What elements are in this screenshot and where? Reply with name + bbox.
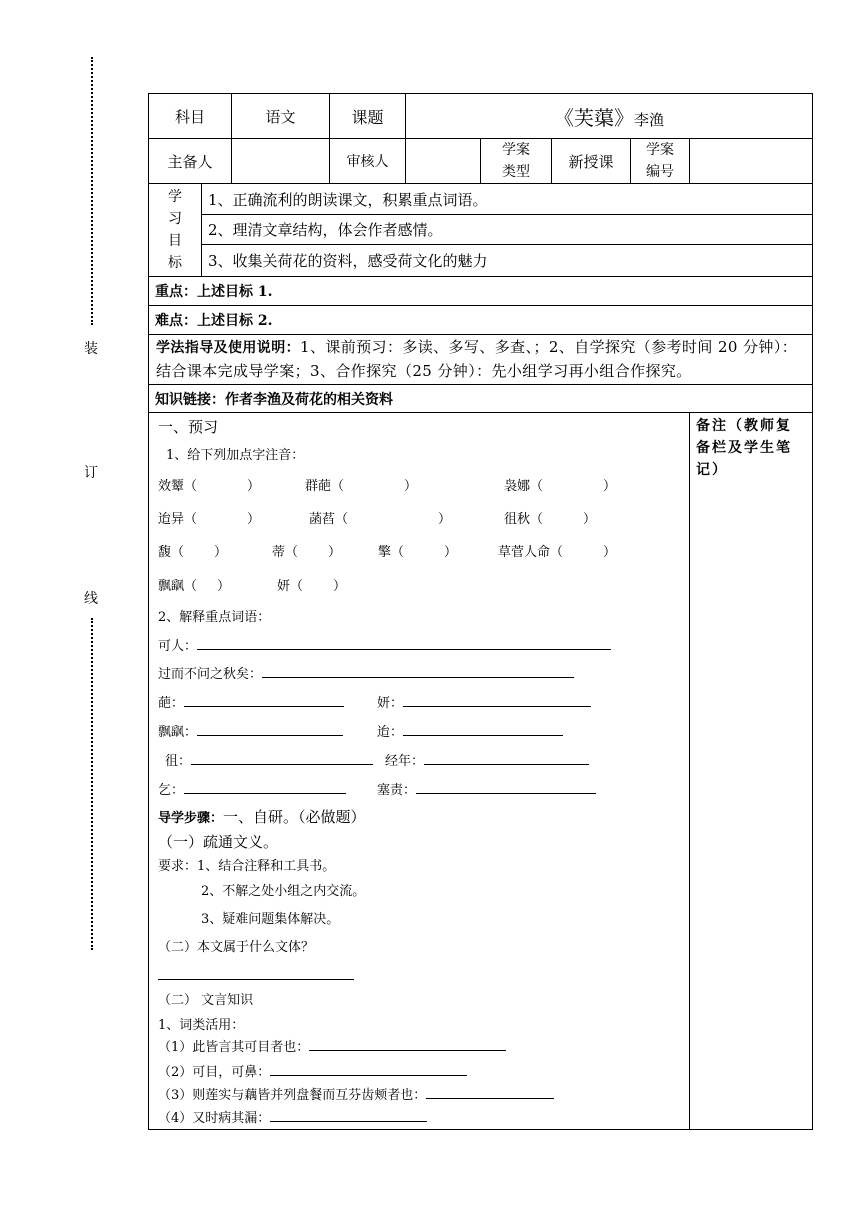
phonetic-item: 擎（ ） (378, 545, 458, 560)
preview-title: 一、预习 (158, 418, 219, 436)
item-4: （4）又时病其漏： (158, 1107, 427, 1126)
steps-text: 一、自研。（必做题） (223, 808, 366, 826)
phonetic-item: 蒂（ ） (272, 545, 342, 560)
plan-type-label: 学案类型 (481, 139, 552, 184)
goal-item-2: 2、理清文章结构，体会作者感情。 (202, 215, 813, 245)
goal-item-1: 1、正确流利的朗读课文，积累重点词语。 (202, 184, 813, 215)
key-point: 重点：上述目标 1. (149, 277, 813, 306)
word-item: 经年： (385, 750, 589, 769)
word-item: 飘飖： (158, 721, 343, 740)
method-text: 1、课前预习：多读、多写、多查、；2、自学探究（参考时间 20 分钟）：结合课本完成导学案；3、合作探究（25 分钟）：先小组学习再小组合作探究。 (156, 338, 798, 380)
requirement-3: 3、疑难问题集体解决。 (201, 912, 340, 927)
knowledge-link: 知识链接：作者李渔及荷花的相关资料 (149, 385, 813, 413)
method-label: 学法指导及使用说明： (156, 340, 300, 356)
phonetic-item: 菡萏（ ） (309, 512, 452, 527)
requirement-2: 2、不解之处小组之内交流。 (201, 884, 366, 899)
steps-line (158, 806, 366, 827)
steps-label: 导学步骤： (158, 811, 224, 826)
difficulty: 难点：上述目标 2. (149, 306, 813, 335)
question-2: 2、解释重点词语： (158, 610, 271, 625)
notes-column: 备注（教师复备栏及学生笔记） (690, 413, 813, 1130)
phonetic-item: 效颦（ ） (158, 479, 261, 494)
subject-value: 语文 (232, 94, 330, 139)
preparer-value (232, 139, 330, 184)
item-1: （1）此皆言其可目者也： (158, 1036, 506, 1055)
content-cell (149, 413, 690, 1130)
plan-no-label: 学案编号 (631, 139, 690, 184)
plan-no-value (690, 139, 813, 184)
item-2: （2）可目，可鼻： (158, 1061, 467, 1080)
topic-cell (406, 94, 813, 139)
requirement-1: 要求：1、结合注释和工具书。 (158, 859, 336, 874)
method-cell (149, 335, 813, 385)
word-item: 可人： (158, 635, 611, 654)
binding-line-top (91, 57, 93, 325)
topic-author: 李渔 (634, 110, 665, 129)
reviewer-value (406, 139, 481, 184)
phonetic-item: 徂秋（ ） (504, 512, 597, 527)
subject-label: 科目 (149, 94, 232, 139)
word-item: 乞： (158, 779, 346, 798)
topic-label: 课题 (330, 94, 406, 139)
section-1: （一）疏通文义。 (158, 833, 279, 851)
word-item: 徂： (165, 750, 373, 769)
goals-label: 学习目标 (149, 184, 202, 277)
word-item: 葩： (158, 692, 344, 711)
margin-label-zhuang: 装 (84, 341, 98, 357)
word-item: 过而不问之秋矣： (158, 663, 574, 682)
reviewer-label: 审核人 (330, 139, 406, 184)
word-item: 妍： (377, 692, 591, 711)
section-2: （二）本文属于什么文体？ (158, 940, 315, 955)
lesson-plan-table (148, 93, 813, 1130)
topic-title: 《芙蕖》 (554, 105, 635, 130)
phonetic-item: 群葩（ ） (305, 479, 418, 494)
phonetic-item: 妍（ ） (277, 579, 347, 594)
word-item: 塞责： (377, 779, 596, 798)
phonetic-item: 草菅人命（ ） (498, 545, 617, 560)
phonetic-item: 袅娜（ ） (504, 479, 617, 494)
phonetic-item: 馥（ ） (158, 545, 228, 560)
plan-type-value: 新授课 (552, 139, 631, 184)
margin-label-xian: 线 (84, 591, 98, 607)
margin-label-ding: 订 (84, 465, 98, 481)
section-3-1: 1、词类活用： (158, 1018, 245, 1033)
question-1: 1、给下列加点字注音： (166, 448, 305, 463)
goal-item-3: 3、收集关荷花的资料，感受荷文化的魅力 (202, 245, 813, 277)
preparer-label: 主备人 (149, 139, 232, 184)
section-3: （二） 文言知识 (158, 993, 254, 1008)
binding-line-bottom (91, 618, 93, 950)
phonetic-item: 飘飖（ ） (158, 579, 231, 594)
item-3: （3）则莲实与藕皆并列盘餐而互芬齿颊者也： (158, 1084, 554, 1103)
word-item: 迨： (377, 721, 563, 740)
phonetic-item: 迨异（ ） (158, 512, 261, 527)
answer-line (158, 979, 354, 980)
